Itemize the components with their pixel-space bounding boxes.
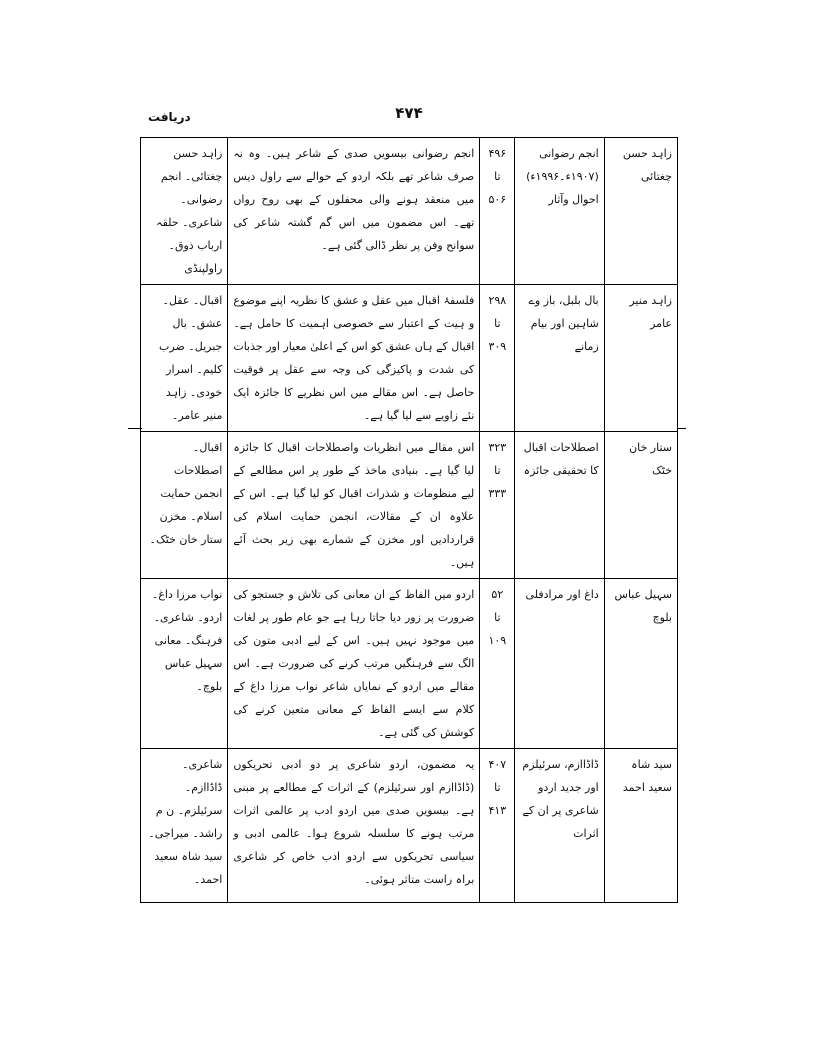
page-start: ۳۲۳ [488, 441, 507, 454]
page-to: تا [494, 464, 501, 477]
page-number: ۴۷۴ [395, 104, 423, 122]
keywords-cell: زاہد حسن چغتائی۔ انجم رضوانی۔ شاعری۔ حلقہ ارباب ذوق۔ راولپنڈی [141, 138, 228, 285]
pages-cell [480, 432, 515, 579]
table-row [141, 285, 678, 432]
page-start: ۴۰۷ [488, 758, 507, 771]
page-start: ۵۲ [491, 588, 504, 601]
title-cell: ڈاڈاازم، سرئیلزم اور جدید اردو شاعری پر ان کے اثرات [515, 749, 604, 903]
page-to: تا [494, 170, 501, 183]
index-table [140, 137, 678, 903]
table-row [141, 579, 678, 749]
page-start: ۴۹۶ [488, 147, 507, 160]
page-end: ۳۳۳ [488, 487, 507, 500]
table-row [141, 138, 678, 285]
page-end: ۴۱۳ [488, 804, 507, 817]
pages-cell [480, 138, 515, 285]
page-start: ۲۹۸ [488, 294, 507, 307]
summary-cell: فلسفۂ اقبال میں عقل و عشق کا نظریہ اپنے موضوع و ہیت کے اعتبار سے خصوصی اہمیت کا حامل ہے۔ اقبال کے ہاں عشق کو اس کے اعلیٰ معیار اور جذبات کی شدت و پاکیزگی کی وجہ سے عقل پر فوقیت حاصل ہے۔ اس مقالے میں اس نظریے کا جائزہ ایک نئے زاویے سے لیا گیا ہے۔ [228, 285, 480, 432]
table-row [141, 432, 678, 579]
page-end: ۳۰۹ [488, 340, 507, 353]
author-cell: ستار خان خٹک [604, 432, 677, 579]
title-cell: اصطلاحات اقبال کا تحقیقی جائزہ [515, 432, 604, 579]
page-end: ۱۰۹ [488, 634, 507, 647]
author-cell: سید شاہ سعید احمد [604, 749, 677, 903]
pages-cell [480, 285, 515, 432]
keywords-cell: اقبال۔ عقل۔ عشق۔ بال جبریل۔ ضرب کلیم۔ اسرار خودی۔ زاہد منیر عامر۔ [141, 285, 228, 432]
summary-cell: اس مقالے میں انظریات واصطلاحات اقبال کا جائزہ لیا گیا ہے۔ بنیادی ماخذ کے طور پر اس مطالعے کے لیے منظومات و شذرات اقبال کو لیا گیا ہے۔ اس کے علاوہ ان کے مقالات، انجمن حمایت اسلام کی قراردادیں اور مخزن کے شمارے بھی زیر بحث آئے ہیں۔ [228, 432, 480, 579]
keywords-cell: نواب مرزا داغ۔ اردو۔ شاعری۔ فرہنگ۔ معانی سہیل عباس بلوچ۔ [141, 579, 228, 749]
page-to: تا [494, 781, 501, 794]
title-cell: انجم رضوانی (۱۹۰۷ء۔۱۹۹۶ء) احوال وآثار [515, 138, 604, 285]
page-end: ۵۰۶ [488, 193, 507, 206]
summary-cell: اردو میں الفاظ کے ان معانی کی تلاش و جستجو کی ضرورت پر زور دیا جاتا رہا ہے جو عام طور پر لغات میں موجود نہیں ہیں۔ اس کے لیے ادبی متون کی الگ سے فرہنگیں مرتب کرنے کی ضرورت ہے۔ اس مقالے میں اردو کے نمایاں شاعر نواب مرزا داغ کے کلام سے ایسے الفاظ کے معانی متعین کرنے کی کوشش کی گئی ہے۔ [228, 579, 480, 749]
journal-name: دریافت [148, 110, 191, 124]
page-to: تا [494, 317, 501, 330]
pages-cell [480, 579, 515, 749]
margin-mark [678, 428, 686, 429]
page-to: تا [494, 611, 501, 624]
page-header [140, 104, 678, 130]
author-cell: سہیل عباس بلوچ [604, 579, 677, 749]
title-cell: داغ اور مرادفلی [515, 579, 604, 749]
author-cell: زاہد حسن چغتائی [604, 138, 677, 285]
pages-cell [480, 749, 515, 903]
summary-cell: یہ مضمون، اردو شاعری پر دو ادبی تحریکوں (ڈاڈاازم اور سرئیلزم) کے اثرات کے مطالعے پر مبنی ہے۔ بیسویں صدی میں اردو ادب پر عالمی اثرات مرتب ہونے کا سلسلہ شروع ہوا۔ عالمی ادبی و سیاسی تحریکوں سے اردو ادب خاص کر شاعری براہ راست متاثر ہوئی۔ [228, 749, 480, 903]
table-row [141, 749, 678, 903]
keywords-cell: اقبال۔ اصطلاحات انجمن حمایت اسلام۔ مخزن ستار خان خٹک۔ [141, 432, 228, 579]
author-cell: زاہد منیر عامر [604, 285, 677, 432]
title-cell: بال بلبل، باز وے شاہین اور بیام زمانے [515, 285, 604, 432]
keywords-cell: شاعری۔ ڈاڈاازم۔ سرئیلزم۔ ن م راشد۔ میراجی۔ سید شاہ سعید احمد۔ [141, 749, 228, 903]
summary-cell: انجم رضوانی بیسویں صدی کے شاعر ہیں۔ وہ نہ صرف شاعر تھے بلکہ اردو کے حوالے سے راول دیس میں منعقد ہونے والی محفلوں کے بھی روح رواں تھے۔ اس مضمون میں اس گم گشتہ شاعر کی سوانح وفن پر نظر ڈالی گئی ہے۔ [228, 138, 480, 285]
